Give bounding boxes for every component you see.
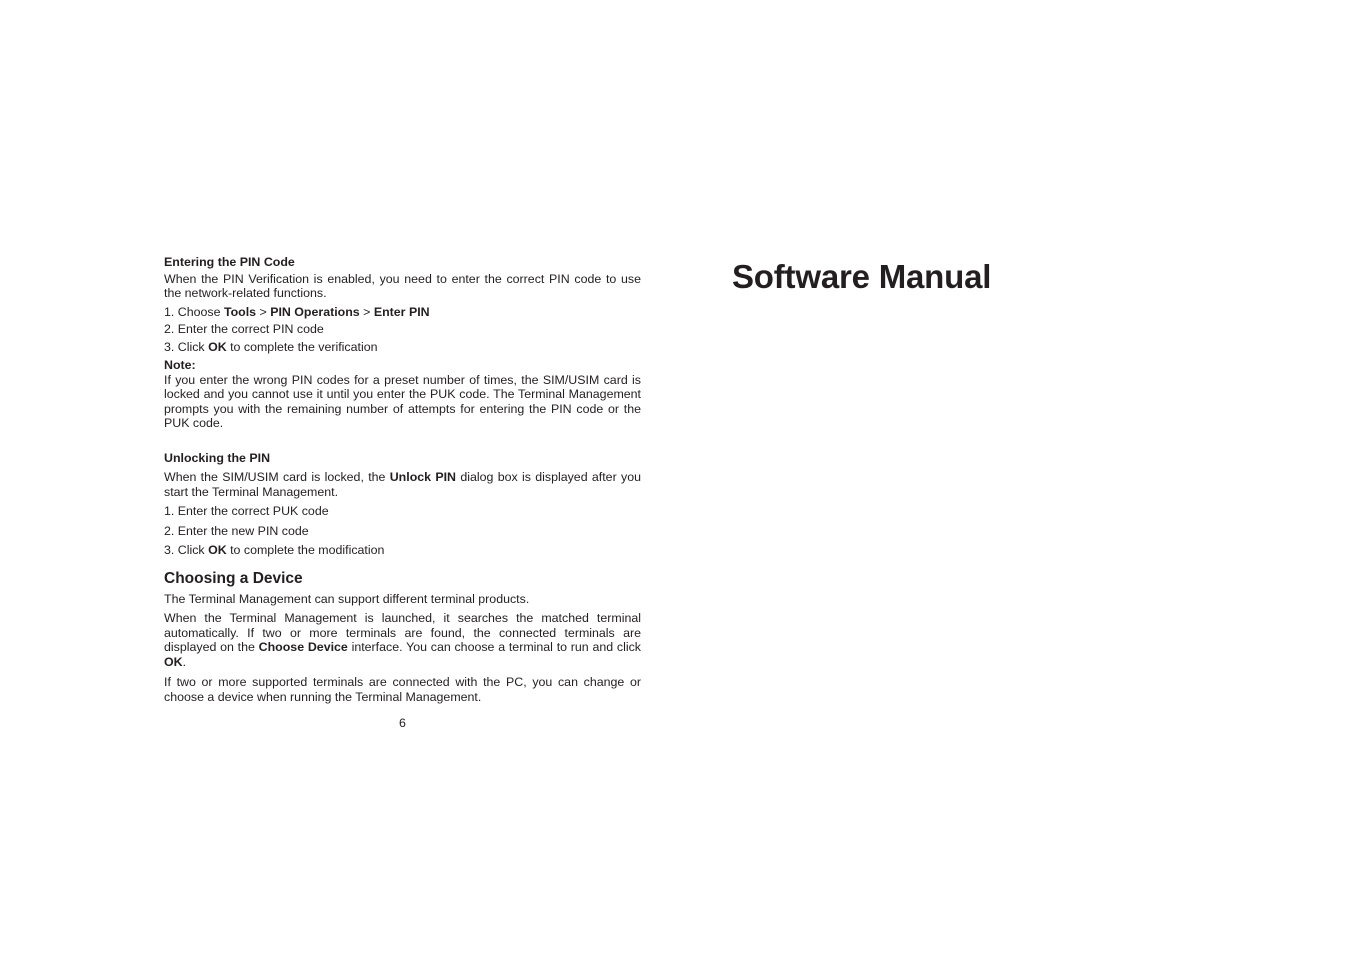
ok-label: OK: [164, 654, 183, 669]
para-text: interface. You can choose a terminal to run and click: [347, 640, 641, 654]
choosing-device-para-2: [164, 611, 641, 669]
choosing-device-heading: Choosing a Device: [164, 569, 303, 587]
step-text: to complete the verification: [226, 339, 378, 354]
step-text: 1. Choose: [164, 304, 224, 319]
menu-separator: >: [256, 304, 271, 319]
unlock-pin-label: Unlock PIN: [389, 470, 457, 484]
entering-pin-step-2: 2. Enter the correct PIN code: [164, 322, 324, 336]
intro-text: dialog box is displayed after you start the Terminal Management.: [164, 470, 641, 499]
unlocking-pin-step-1: 1. Enter the correct PUK code: [164, 504, 329, 518]
para-text: .: [182, 654, 187, 669]
note-label: [164, 358, 641, 373]
note-label-text: Note:: [164, 358, 196, 372]
entering-pin-intro: When the PIN Verification is enabled, you need to enter the correct PIN code to use the network-related functions.: [164, 271, 641, 300]
document-title: Software Manual: [732, 258, 992, 295]
page-number: 6: [399, 716, 406, 730]
right-page: [732, 256, 1292, 298]
unlocking-pin-step-3: [164, 543, 641, 558]
entering-pin-heading: Entering the PIN Code: [164, 255, 295, 269]
choosing-device-para-3: If two or more supported terminals are connected with the PC, you can change or choose a device when running the Terminal Management.: [164, 675, 641, 704]
step-text: to complete the modification: [226, 543, 385, 557]
menu-pin-operations-label: PIN Operations: [270, 304, 360, 319]
note-text: If you enter the wrong PIN codes for a preset number of times, the SIM/USIM card is locked and you cannot use it until you enter the PUK code. The Terminal Management prompts you with the remaining number of attempts for entering the PIN code or the PUK code.: [164, 372, 641, 430]
unlocking-pin-step-2: 2. Enter the new PIN code: [164, 523, 309, 538]
entering-pin-step-3: [164, 340, 641, 355]
choosing-device-para-1: The Terminal Management can support different terminal products.: [164, 591, 530, 606]
menu-enter-pin-label: Enter PIN: [373, 304, 430, 319]
choose-device-label: Choose Device: [258, 640, 348, 654]
ok-label: OK: [208, 339, 227, 354]
unlocking-pin-intro: [164, 470, 641, 499]
ok-label: OK: [208, 543, 227, 557]
intro-text: When the SIM/USIM card is locked, the: [164, 470, 390, 484]
para-text: When the Terminal Management is launched, it searches the matched terminal automatically. If two or more terminals are found, the connected terminals are displayed on the: [164, 611, 641, 654]
left-page: [164, 255, 641, 704]
step-text: 3. Click: [164, 543, 209, 557]
menu-tools-label: Tools: [223, 304, 257, 319]
unlocking-pin-heading: Unlocking the PIN: [164, 450, 271, 465]
menu-separator: >: [359, 304, 374, 319]
step-text: 3. Click: [164, 339, 209, 354]
entering-pin-step-1: [164, 305, 641, 320]
